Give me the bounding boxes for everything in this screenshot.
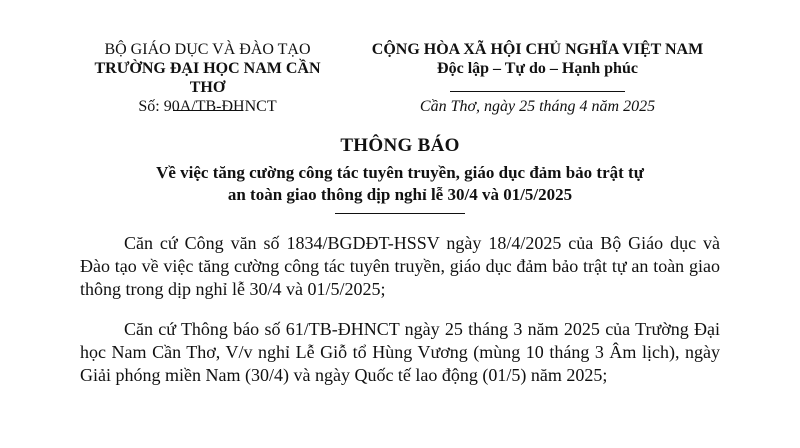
university-name: TRƯỜNG ĐẠI HỌC NAM CẦN THƠ (94, 60, 321, 96)
body-paragraph-2: Căn cứ Thông báo số 61/TB-ĐHNCT ngày 25 tháng 3 năm 2025 của Trường Đại học Nam Cần Thơ, V/v nghỉ Lễ Giỗ tổ Hùng Vương (mùng 10 tháng 3 Âm lịch), ngày Giải phóng miền Nam (30/4) và ngày Quốc tế lao động (01/5) năm 2025; (80, 319, 720, 385)
document-number: Số: 90A/TB-ĐHNCT (138, 98, 277, 115)
document-place-date: Cần Thơ, ngày 25 tháng 4 năm 2025 (419, 98, 656, 115)
body-paragraph-1: Căn cứ Công văn số 1834/BGDĐT-HSSV ngày 18/4/2025 của Bộ Giáo dục và Đào tạo về việc tăng cường công tác tuyên truyền, giáo dục đảm bảo trật tự an toàn giao thông trong dịp nghỉ lễ 30/4 và 01/5/2025; (80, 233, 720, 299)
document-title: THÔNG BÁO (340, 135, 460, 156)
motto-underline (450, 91, 625, 92)
document-subtitle (80, 162, 720, 206)
national-motto: Độc lập – Tự do – Hạnh phúc (437, 60, 638, 77)
subtitle-line-2: an toàn giao thông dịp nghỉ lễ 30/4 và 01/5/2025 (227, 185, 573, 204)
subtitle-line-1: Về việc tăng cường công tác tuyên truyền, giáo dục đảm bảo trật tự (156, 163, 644, 182)
ministry-name: BỘ GIÁO DỤC VÀ ĐÀO TẠO (104, 41, 311, 58)
subtitle-underline (335, 213, 465, 214)
national-header-block (365, 40, 710, 97)
republic-name: CỘNG HÒA XÃ HỘI CHỦ NGHĨA VIỆT NAM (371, 41, 704, 58)
